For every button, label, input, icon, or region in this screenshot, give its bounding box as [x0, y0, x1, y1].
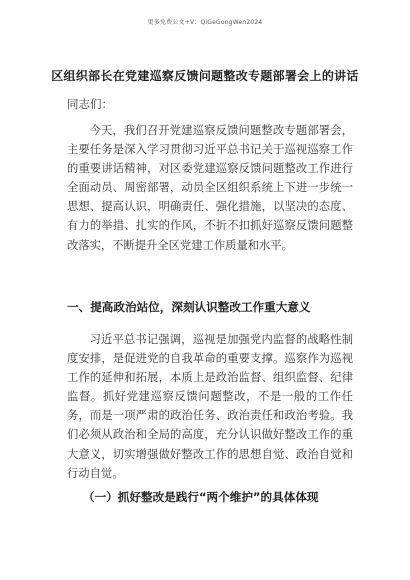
salutation: 同志们：: [67, 97, 113, 111]
document-title: 区组织部长在党建巡察反馈问题整改专题部署会上的讲话: [51, 69, 359, 83]
section-paragraph: 习近平总书记强调，巡视是加强党内监督的战略性制度安排，是促进党的自我革命的重要支撑。巡察作为巡视工作的延伸和拓展，本质上是政治监督、组织监督、纪律监督。抓好党建巡察反馈问题整改，不是一般的工作任务，而是一项严肃的政治任务、政治责任和政治考验。我们必须从政治和全局的高度，充分认识做好整改工作的重大意义，切实增强做好整改工作的思想自觉、政治自觉和行动自觉。: [67, 333, 353, 480]
header-note: 更多免费公文+V：QiGeGongWen2024: [147, 19, 263, 26]
section-heading: 一、提高政治站位，深刻认识整改工作重大意义: [67, 300, 311, 314]
intro-paragraph: 今天，我们召开党建巡察反馈问题整改专题部署会，主要任务是深入学习贯彻习近平总书记关于巡视巡察工作的重要讲话精神，对区委党建巡察反馈问题整改工作进行全面动员、周密部署，动员全区组织系统上下进一步统一思想、提高认识，明确责任、强化措施，以坚决的态度、有力的举措、扎实的作风，不折不扣抓好巡察反馈问题整改落实，不断提升全区党建工作质量和水平。: [67, 124, 353, 252]
subsection-heading: （一）抓好整改是践行“两个维护”的具体体现: [83, 490, 319, 504]
